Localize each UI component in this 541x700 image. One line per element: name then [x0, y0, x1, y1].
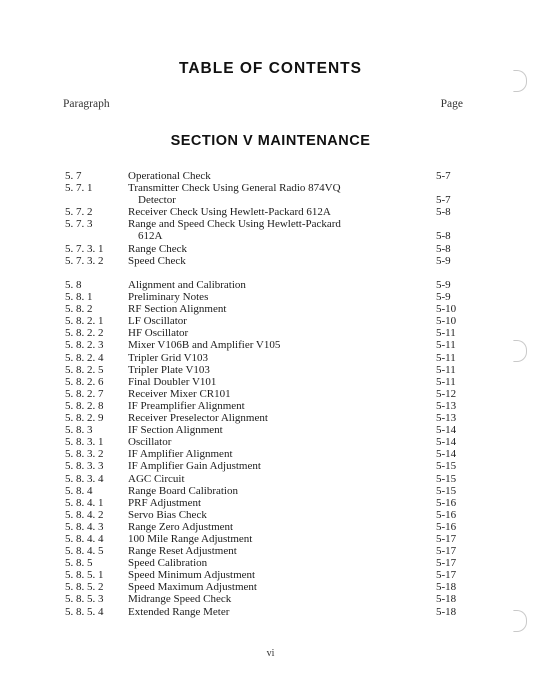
toc-entry-number: 5. 8. 4. 1: [65, 496, 104, 509]
toc-entry-title: Range Check: [128, 242, 187, 255]
toc-entry-number: 5. 8. 2. 1: [65, 315, 104, 328]
toc-entry-number: 5. 8. 5. 4: [65, 605, 104, 618]
toc-entry: [0, 303, 541, 315]
toc-entry-title: Operational Check: [128, 170, 211, 182]
toc-entry: [0, 448, 541, 460]
toc-entry-page: 5-14: [436, 424, 457, 437]
toc-entry: [0, 291, 541, 303]
toc-entry-title: Receiver Mixer CR101: [128, 387, 231, 400]
toc-entry: [0, 533, 541, 545]
toc-entry-number: 5. 8. 5. 3: [65, 593, 104, 606]
toc-entry-page: 5-7: [436, 170, 451, 182]
toc-entry-title: Extended Range Meter: [128, 605, 230, 618]
toc-entry: [0, 182, 541, 194]
toc-entry-page: 5-18: [436, 581, 457, 594]
binder-hole-top: [513, 70, 527, 92]
toc-entry: [0, 230, 541, 242]
toc-entry: [0, 485, 541, 497]
toc-entry-title: Alignment and Calibration: [128, 279, 246, 291]
toc-entry: [0, 581, 541, 593]
toc-entry-page: 5-15: [436, 484, 457, 497]
toc-entry: [0, 352, 541, 364]
toc-entry: [0, 388, 541, 400]
toc-entry-page: 5-11: [436, 351, 456, 364]
toc-entry-title: Range and Speed Check Using Hewlett-Packard: [128, 218, 341, 231]
toc-entry: [0, 545, 541, 557]
toc-entry-page: 5-16: [436, 496, 457, 509]
toc-entry-number: 5. 8. 3. 1: [65, 436, 104, 449]
toc-entry-number: 5. 8. 3. 3: [65, 460, 104, 473]
toc-entry-title: HF Oscillator: [128, 327, 189, 340]
toc-entry-number: 5. 7. 2: [65, 206, 93, 219]
toc-entry-page: 5-16: [436, 508, 457, 521]
toc-entry-number: 5. 8. 2. 9: [65, 412, 104, 425]
toc-entry: [0, 436, 541, 448]
toc-entry-title: AGC Circuit: [128, 472, 185, 485]
toc-entry-number: 5. 8. 4. 4: [65, 532, 104, 545]
toc-entry-title: Final Doubler V101: [128, 375, 217, 388]
toc-entry-page: 5-7: [436, 194, 451, 207]
toc-entry-number: 5. 8. 5. 2: [65, 581, 104, 594]
toc-entry-number: 5. 8. 2. 4: [65, 351, 104, 364]
toc-entry: [0, 376, 541, 388]
toc-entry-title: Speed Minimum Adjustment: [128, 569, 256, 582]
toc-entry-number: 5. 8. 3. 2: [65, 448, 104, 461]
toc-entry-page: 5-10: [436, 303, 457, 316]
toc-entry-page: 5-17: [436, 532, 457, 545]
toc-entry-number: 5. 7. 1: [65, 182, 93, 195]
toc-entry-page: 5-10: [436, 315, 457, 328]
toc-entry-number: 5. 8. 3. 4: [65, 472, 104, 485]
toc-entry: [0, 255, 541, 267]
toc-entry-page: 5-11: [436, 327, 456, 340]
toc-entry: [0, 218, 541, 230]
toc-entry-page: 5-11: [436, 375, 456, 388]
toc-entry-page: 5-14: [436, 448, 457, 461]
toc-entry: [0, 497, 541, 509]
toc-entry: [0, 557, 541, 569]
toc-entry-page: 5-11: [436, 363, 456, 376]
toc-entry-page: 5-16: [436, 520, 457, 533]
toc-entry-title: Speed Calibration: [128, 557, 208, 570]
toc-group-alignment-calibration: [0, 279, 541, 618]
toc-entry: [0, 593, 541, 605]
toc-entry: [0, 364, 541, 376]
toc-entry: [0, 412, 541, 424]
toc-entry: [0, 206, 541, 218]
toc-entry: [0, 339, 541, 351]
toc-entry-title: Range Reset Adjustment: [128, 545, 237, 558]
toc-entry-number: 5. 7: [65, 170, 82, 182]
toc-entry-title: LF Oscillator: [128, 315, 187, 328]
toc-group-operational-check: [0, 170, 541, 267]
toc-entry-title: 612A: [138, 230, 163, 243]
toc-entry-title: Servo Bias Check: [128, 508, 207, 521]
toc-entry-number: 5. 8. 5. 1: [65, 569, 104, 582]
toc-entry-page: 5-17: [436, 569, 457, 582]
toc-entry-title: Speed Maximum Adjustment: [128, 581, 257, 594]
page-number-footer: vi: [266, 648, 275, 659]
toc-entry-number: 5. 8. 5: [65, 557, 93, 570]
toc-entry-title: Transmitter Check Using General Radio 874VQ: [128, 182, 341, 195]
toc-entry-page: 5-9: [436, 291, 451, 304]
toc-entry-title: IF Amplifier Alignment: [128, 448, 233, 461]
toc-entry-page: 5-13: [436, 399, 457, 412]
toc-entry-page: 5-18: [436, 605, 457, 618]
toc-entry-number: 5. 7. 3: [65, 218, 93, 231]
toc-entry: [0, 243, 541, 255]
toc-entry-title: Speed Check: [128, 254, 186, 267]
toc-entry-title: Range Board Calibration: [128, 484, 238, 497]
toc-entry-title: Range Zero Adjustment: [128, 520, 234, 533]
toc-entry-number: 5. 7. 3. 2: [65, 254, 104, 267]
toc-entry-number: 5. 8. 2. 6: [65, 375, 104, 388]
toc-entry-page: 5-17: [436, 557, 457, 570]
toc-entry-number: 5. 8. 3: [65, 424, 93, 437]
toc-entry: [0, 170, 541, 182]
toc-entry: [0, 424, 541, 436]
toc-entry-page: 5-13: [436, 412, 457, 425]
toc-entry-number: 5. 8. 1: [65, 291, 93, 304]
binder-hole-bottom: [513, 610, 527, 632]
toc-entry-title: Tripler Grid V103: [128, 351, 209, 364]
page-column-header: Page: [440, 98, 463, 110]
toc-entry-number: 5. 8: [65, 279, 82, 291]
toc-entry-title: RF Section Alignment: [128, 303, 227, 316]
toc-entry-title: Mixer V106B and Amplifier V105: [128, 339, 281, 352]
toc-entry-title: IF Amplifier Gain Adjustment: [128, 460, 261, 473]
toc-entry-page: 5-15: [436, 460, 457, 473]
toc-entry-title: Detector: [138, 194, 176, 207]
toc-entry: [0, 327, 541, 339]
toc-entry-page: 5-17: [436, 545, 457, 558]
toc-entry-title: Receiver Check Using Hewlett-Packard 612A: [128, 206, 331, 219]
toc-entry-title: Preliminary Notes: [128, 291, 209, 304]
toc-entry-number: 5. 8. 2: [65, 303, 93, 316]
toc-entry-page: 5-11: [436, 339, 456, 352]
toc-entry-number: 5. 8. 2. 7: [65, 387, 104, 400]
toc-entry-number: 5. 8. 2. 2: [65, 327, 104, 340]
toc-entry: [0, 569, 541, 581]
toc-entry: [0, 509, 541, 521]
toc-entry-number: 5. 8. 2. 8: [65, 399, 104, 412]
toc-entry-page: 5-18: [436, 593, 457, 606]
toc-entry-page: 5-9: [436, 279, 451, 291]
toc-entry-page: 5-15: [436, 472, 457, 485]
toc-entry-page: 5-9: [436, 254, 451, 267]
toc-entry-page: 5-8: [436, 242, 451, 255]
toc-entry: [0, 279, 541, 291]
toc-entry-number: 5. 8. 4. 3: [65, 520, 104, 533]
toc-entry-title: Tripler Plate V103: [128, 363, 210, 376]
paragraph-column-header: Paragraph: [63, 98, 110, 110]
toc-entry-page: 5-12: [436, 387, 457, 400]
toc-entry: [0, 521, 541, 533]
toc-entry-title: Receiver Preselector Alignment: [128, 412, 268, 425]
toc-entry: [0, 400, 541, 412]
toc-entry-title: 100 Mile Range Adjustment: [128, 532, 253, 545]
toc-entry-number: 5. 8. 4. 5: [65, 545, 104, 558]
toc-entry-number: 5. 8. 4: [65, 484, 93, 497]
toc-entry-title: Oscillator: [128, 436, 172, 449]
toc-entry-number: 5. 8. 2. 3: [65, 339, 104, 352]
toc-entry: [0, 473, 541, 485]
page-title: TABLE OF CONTENTS: [179, 60, 362, 77]
toc-entry-page: 5-8: [436, 230, 451, 243]
toc-entry: [0, 194, 541, 206]
toc-entry-title: IF Section Alignment: [128, 424, 223, 437]
toc-entry-title: PRF Adjustment: [128, 496, 202, 509]
toc-entry-number: 5. 7. 3. 1: [65, 242, 104, 255]
toc-entry: [0, 315, 541, 327]
section-heading: SECTION V MAINTENANCE: [170, 133, 371, 149]
toc-entry-page: 5-8: [436, 206, 451, 219]
toc-entry: [0, 460, 541, 472]
toc-entry: [0, 606, 541, 618]
toc-entry-title: IF Preamplifier Alignment: [128, 399, 245, 412]
toc-entry-page: 5-14: [436, 436, 457, 449]
toc-entry-title: Midrange Speed Check: [128, 593, 232, 606]
toc-entry-number: 5. 8. 2. 5: [65, 363, 104, 376]
toc-entry-number: 5. 8. 4. 2: [65, 508, 104, 521]
